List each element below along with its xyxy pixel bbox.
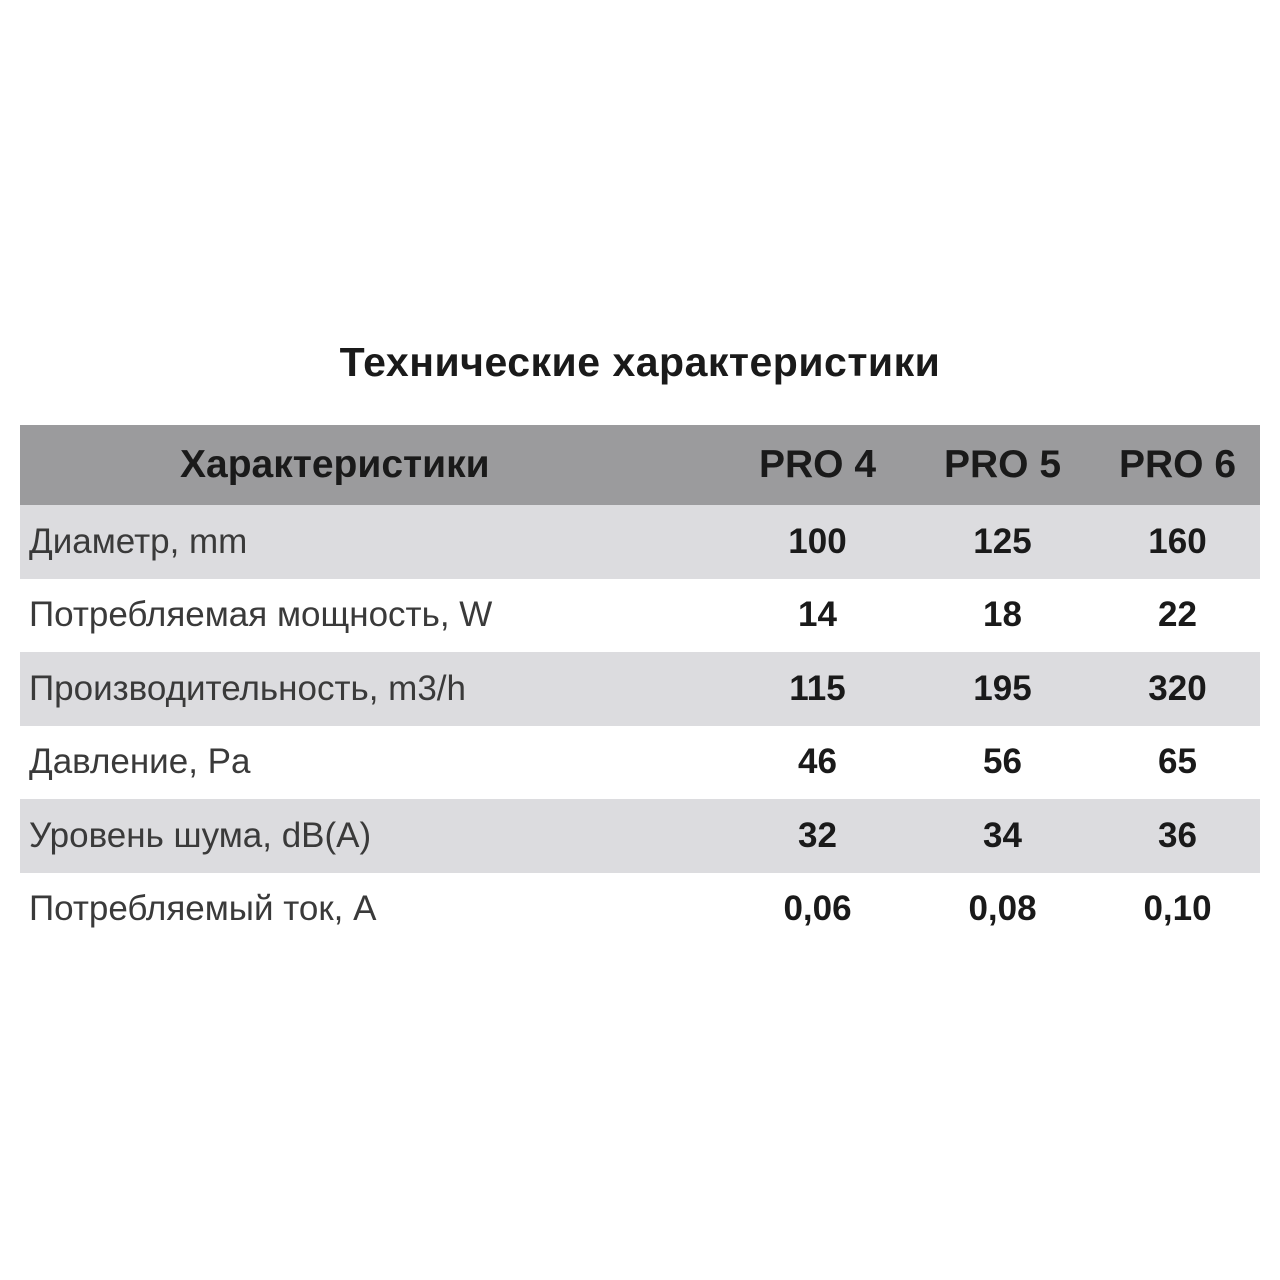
row-value: 0,08 (968, 889, 1037, 929)
table-row (20, 579, 1260, 653)
row-label: Производительность, m3/h (29, 668, 466, 708)
row-label: Диаметр, mm (29, 521, 248, 561)
row-label: Уровень шума, dB(A) (29, 815, 372, 855)
page-title: Технические характеристики (339, 339, 941, 385)
table-row (20, 726, 1260, 800)
row-value: 160 (1148, 521, 1207, 561)
row-label: Потребляемая мощность, W (29, 595, 493, 635)
header-col-pro5: PRO 5 (943, 443, 1062, 486)
header-col-pro6: PRO 6 (1118, 443, 1237, 486)
row-value: 32 (798, 815, 837, 855)
row-value: 36 (1158, 815, 1197, 855)
table-row (20, 873, 1260, 947)
row-value: 65 (1158, 742, 1197, 782)
row-value: 125 (973, 521, 1032, 561)
table-row (20, 799, 1260, 873)
row-value: 0,06 (783, 889, 852, 929)
table-header (20, 425, 1260, 505)
header-col-pro4: PRO 4 (758, 443, 877, 486)
table-row (20, 652, 1260, 726)
row-label: Потребляемый ток, A (29, 889, 377, 929)
row-value: 56 (983, 742, 1022, 782)
row-value: 320 (1148, 668, 1207, 708)
row-value: 115 (789, 668, 846, 708)
row-value: 46 (798, 742, 837, 782)
header-label: Характеристики (180, 443, 490, 486)
row-value: 0,10 (1143, 889, 1212, 929)
table-row (20, 505, 1260, 579)
row-value: 195 (973, 668, 1032, 708)
row-value: 34 (983, 815, 1022, 855)
row-value: 22 (1158, 595, 1197, 635)
row-value: 14 (798, 595, 837, 635)
spec-table (20, 425, 1260, 946)
row-value: 18 (983, 595, 1022, 635)
row-value: 100 (788, 521, 847, 561)
row-label: Давление, Pa (29, 742, 251, 782)
